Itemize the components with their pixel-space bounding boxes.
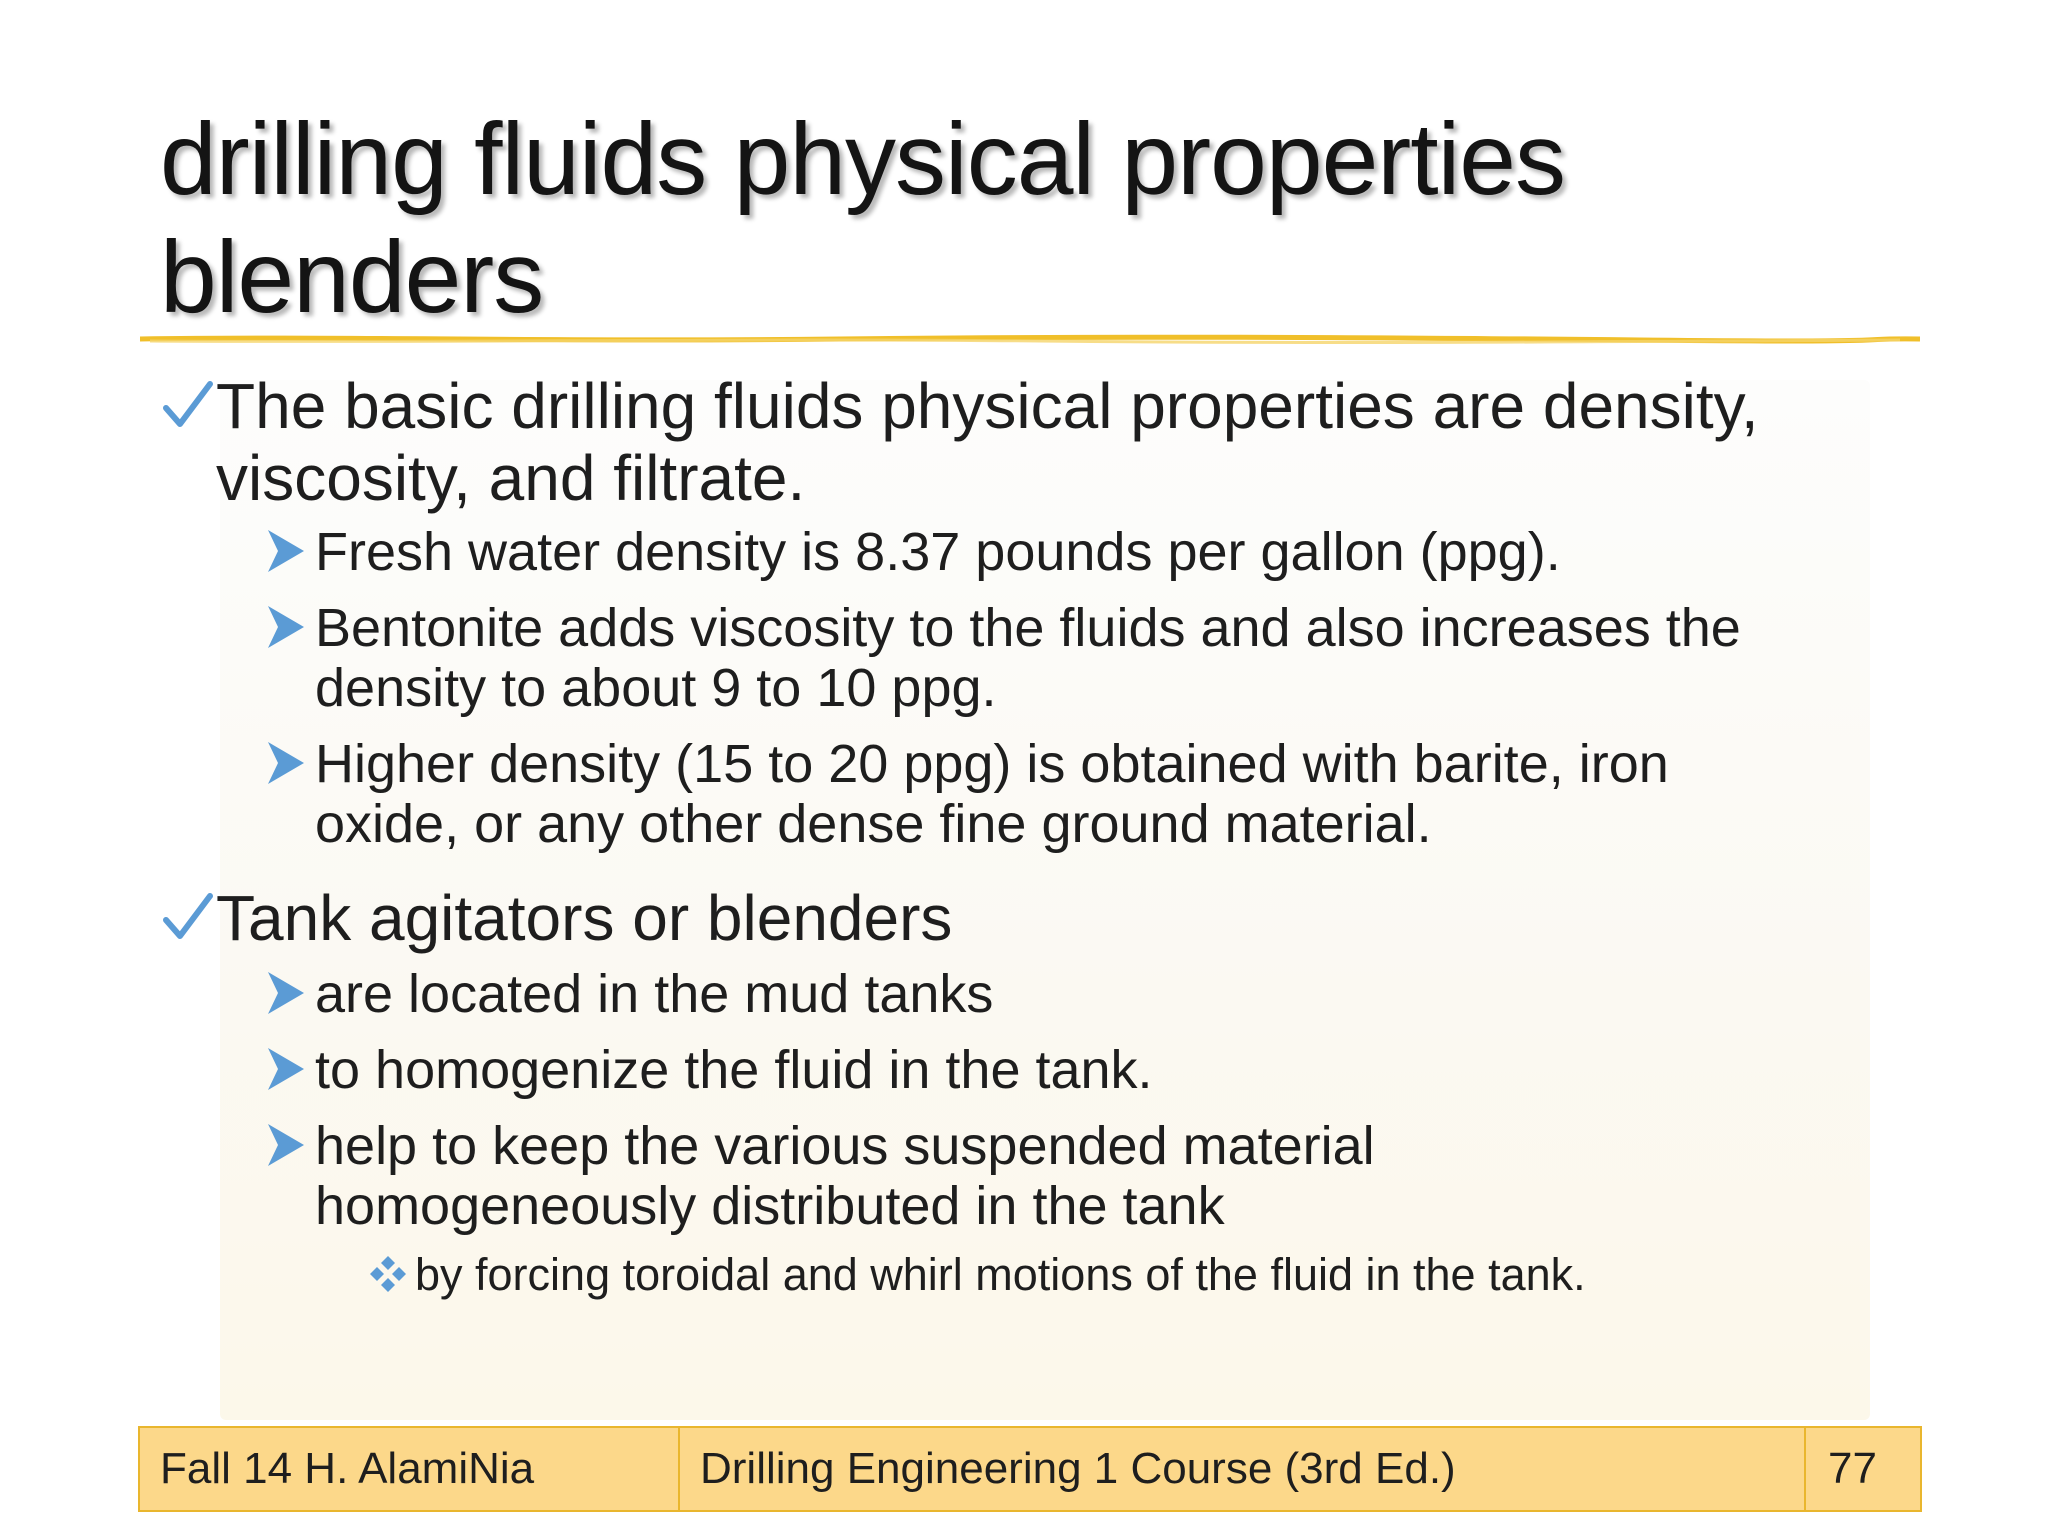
bullet-level2 (160, 598, 1920, 718)
bullet-content (160, 370, 1920, 1302)
title-divider (140, 333, 1920, 347)
bullet-text: oxide, or any other dense fine ground material. (315, 794, 1432, 854)
bullet-text: The basic drilling fluids physical properties are density, (216, 370, 1759, 442)
arrow-bullet-icon (264, 1044, 308, 1094)
bullet-level1 (160, 370, 1920, 514)
checkmark-icon (160, 372, 216, 434)
bullet-level3 (160, 1248, 1920, 1302)
bullet-level2 (160, 1040, 1920, 1100)
bullet-text: Higher density (15 to 20 ppg) is obtained with barite, iron (315, 734, 1669, 794)
checkmark-icon (160, 884, 216, 946)
bullet-text: to homogenize the fluid in the tank. (315, 1040, 1153, 1100)
bullet-text: viscosity, and filtrate. (216, 442, 806, 514)
arrow-bullet-icon (264, 602, 308, 652)
arrow-bullet-icon (264, 526, 308, 576)
bullet-level2 (160, 522, 1920, 582)
bullet-level2 (160, 964, 1920, 1024)
footer-author: Fall 14 H. AlamiNia (140, 1428, 680, 1510)
bullet-text: homogeneously distributed in the tank (315, 1176, 1225, 1236)
footer-course: Drilling Engineering 1 Course (3rd Ed.) (680, 1428, 1806, 1510)
arrow-bullet-icon (264, 968, 308, 1018)
bullet-text: help to keep the various suspended material (315, 1116, 1375, 1176)
bullet-text: Bentonite adds viscosity to the fluids and also increases the (315, 598, 1741, 658)
bullet-text: by forcing toroidal and whirl motions of the fluid in the tank. (415, 1249, 1586, 1300)
slide-title (160, 100, 1940, 336)
title-line-1: drilling fluids physical properties (160, 102, 1566, 216)
bullet-level2 (160, 1116, 1920, 1236)
bullet-level2 (160, 734, 1920, 854)
slide-footer (138, 1426, 1922, 1512)
title-line-2: blenders (160, 220, 544, 334)
diamond-bullet-icon (368, 1254, 408, 1294)
bullet-level1 (160, 882, 1920, 954)
arrow-bullet-icon (264, 738, 308, 788)
page-number: 77 (1828, 1444, 1877, 1493)
arrow-bullet-icon (264, 1120, 308, 1170)
bullet-text: Tank agitators or blenders (216, 882, 953, 954)
bullet-text: density to about 9 to 10 ppg. (315, 658, 997, 718)
bullet-text: Fresh water density is 8.37 pounds per gallon (ppg). (315, 522, 1561, 582)
bullet-text: are located in the mud tanks (315, 964, 994, 1024)
